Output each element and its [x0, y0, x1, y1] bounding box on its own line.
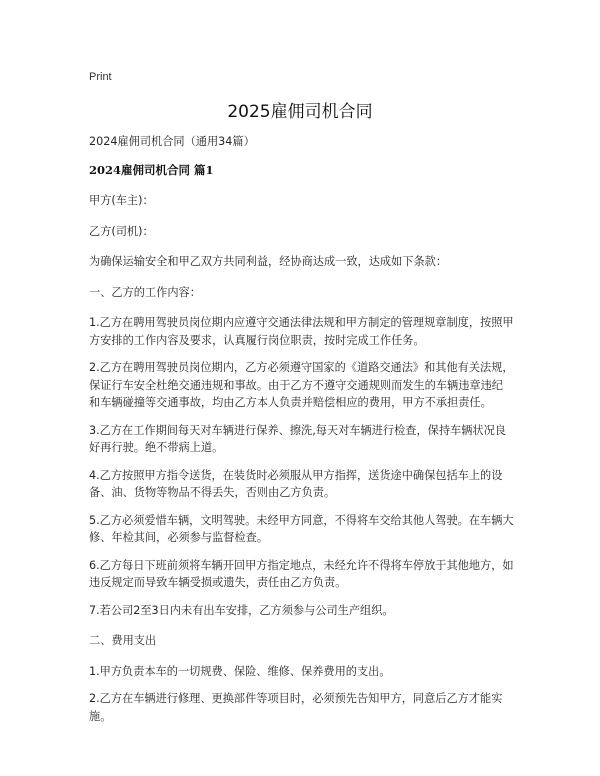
clause-3: 3.乙方在工作期间每天对车辆进行保养、擦洗,每天对车辆进行检查，保持车辆状况良好再行驶。绝不带病上道。 — [89, 423, 506, 454]
party-b-line: 乙方(司机)： — [89, 224, 154, 238]
document-title: 2025雇佣司机合同 — [227, 102, 373, 122]
document-subtitle: 2024雇佣司机合同（通用34篇） — [89, 135, 255, 148]
print-label: Print — [89, 71, 112, 83]
clause-7: 7.若公司2至3日内未有出车安排，乙方须参与公司生产组织。 — [89, 603, 394, 617]
heading-costs: 二、费用支出 — [89, 634, 157, 647]
heading-work-content: 一、乙方的工作内容： — [89, 285, 201, 299]
clause-2: 2.乙方在聘用驾驶员岗位期内，乙方必须遵守国家的《道路交通法》和其他有关法规，保证行车安全杜绝交通违规和事故。由于乙方不遵守交通规则而发生的车辆违章违纪和车辆碰撞等交通事故，均由乙方本人负责并赔偿相应的费用，甲方不承担责任。 — [89, 361, 514, 409]
clause-5: 5.乙方必须爱惜车辆，文明驾驶。未经甲方同意，不得将车交给其他人驾驶。在车辆大修、年检其间，必须参与监督检查。 — [89, 513, 514, 544]
clause-6: 6.乙方每日下班前须将车辆开回甲方指定地点，未经允许不得将车停放于其他地方，如违反规定而导致车辆受损或遗失，责任由乙方负责。 — [89, 558, 514, 589]
party-a-line: 甲方(车主)： — [89, 194, 154, 207]
cost-clause-2: 2.乙方在车辆进行修理、更换部件等项目时，必须预先告知甲方，同意后乙方才能实施。 — [89, 692, 503, 723]
document-body — [89, 133, 514, 735]
cost-clause-1: 1.甲方负责本车的一切规费、保险、维修、保养费用的支出。 — [89, 664, 391, 678]
preamble: 为确保运输安全和甲乙双方共同利益，经协商达成一致，达成如下条款： — [89, 255, 448, 268]
clause-1: 1.乙方在聘用驾驶员岗位期内应遵守交通法律法规和甲方制定的管理规章制度，按照甲方安排的工作内容及要求，认真履行岗位职责，按时完成工作任务。 — [89, 316, 514, 347]
clause-4: 4.乙方按照甲方指令送货，在装货时必须服从甲方指挥，送货途中确保包括车上的设备、油、货物等物品不得丢失，否则由乙方负责。 — [89, 468, 503, 499]
section-title: 2024雇佣司机合同 篇1 — [89, 162, 214, 177]
